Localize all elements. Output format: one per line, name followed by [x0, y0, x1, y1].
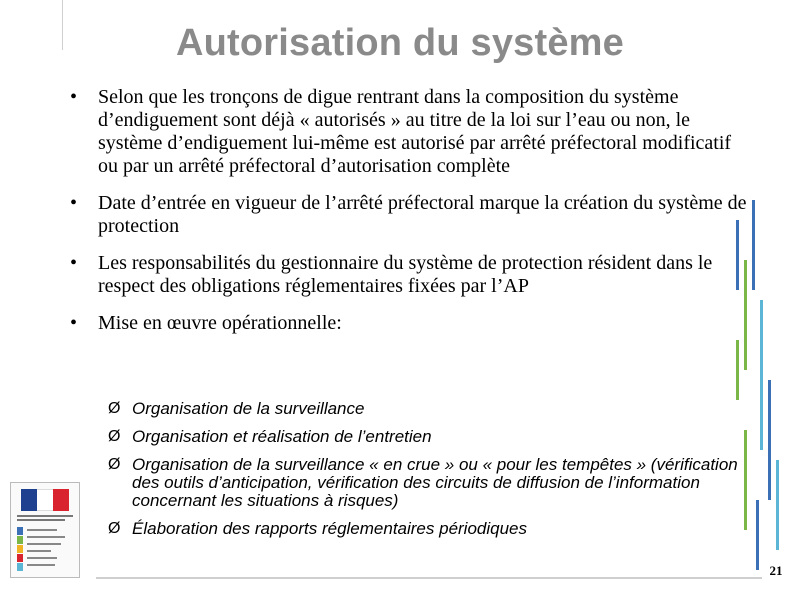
- bullet-text: Date d’entrée en vigueur de l’arrêté préfectoral marque la création du système de protection: [98, 192, 747, 237]
- sub-item-text: Organisation de la surveillance « en crue » ou « pour les tempêtes » (vérification des outils d’anticipation, vérification des circuits de diffusion de l’information concernant les situations à risques): [132, 455, 738, 510]
- french-flag-icon: [21, 489, 69, 511]
- decorative-lines: [732, 200, 788, 580]
- slide-title: Autorisation du système: [175, 22, 625, 64]
- footer-divider: [96, 577, 762, 579]
- bullet-text: Les responsabilités du gestionnaire du système de protection résident dans le respect des obligations réglementaires fixées par l’AP: [98, 252, 713, 297]
- sub-item: [108, 520, 748, 538]
- sub-item-text: Organisation et réalisation de l’entretien: [132, 427, 432, 446]
- bullet-item: [68, 252, 748, 298]
- bullet-text: Mise en œuvre opérationnelle:: [98, 312, 342, 334]
- bullet-item: [68, 192, 748, 238]
- arrow-bullet-icon: Ø: [108, 456, 121, 473]
- bullet-glyph: •: [70, 252, 78, 274]
- sub-item: [108, 456, 748, 510]
- bullet-text: Selon que les tronçons de digue rentrant dans la composition du système d’endiguement sont déjà « autorisés » au titre de la loi sur l’eau ou non, le système d’endiguement lui-même est autorisé par arrêté préfectoral modificatif ou par un arrêté préfectoral d’autorisation complète: [98, 86, 732, 177]
- bullet-glyph: •: [70, 86, 78, 108]
- page-number: 21: [769, 563, 783, 578]
- sub-list: [108, 400, 748, 548]
- bullet-glyph: •: [70, 312, 78, 334]
- logo-text-lines: [27, 529, 71, 571]
- arrow-bullet-icon: Ø: [108, 428, 121, 445]
- sub-item-text: Organisation de la surveillance: [132, 399, 365, 418]
- arrow-bullet-icon: Ø: [108, 520, 121, 537]
- sub-item-text: Élaboration des rapports réglementaires périodiques: [132, 519, 528, 538]
- color-stripes-icon: [17, 527, 23, 573]
- bullet-item: [68, 312, 748, 335]
- bullet-list: [68, 86, 748, 349]
- sub-item: [108, 428, 748, 446]
- bullet-item: [68, 86, 748, 178]
- arrow-bullet-icon: Ø: [108, 400, 121, 417]
- ministry-logo: [10, 482, 80, 578]
- bullet-glyph: •: [70, 192, 78, 214]
- sub-item: [108, 400, 748, 418]
